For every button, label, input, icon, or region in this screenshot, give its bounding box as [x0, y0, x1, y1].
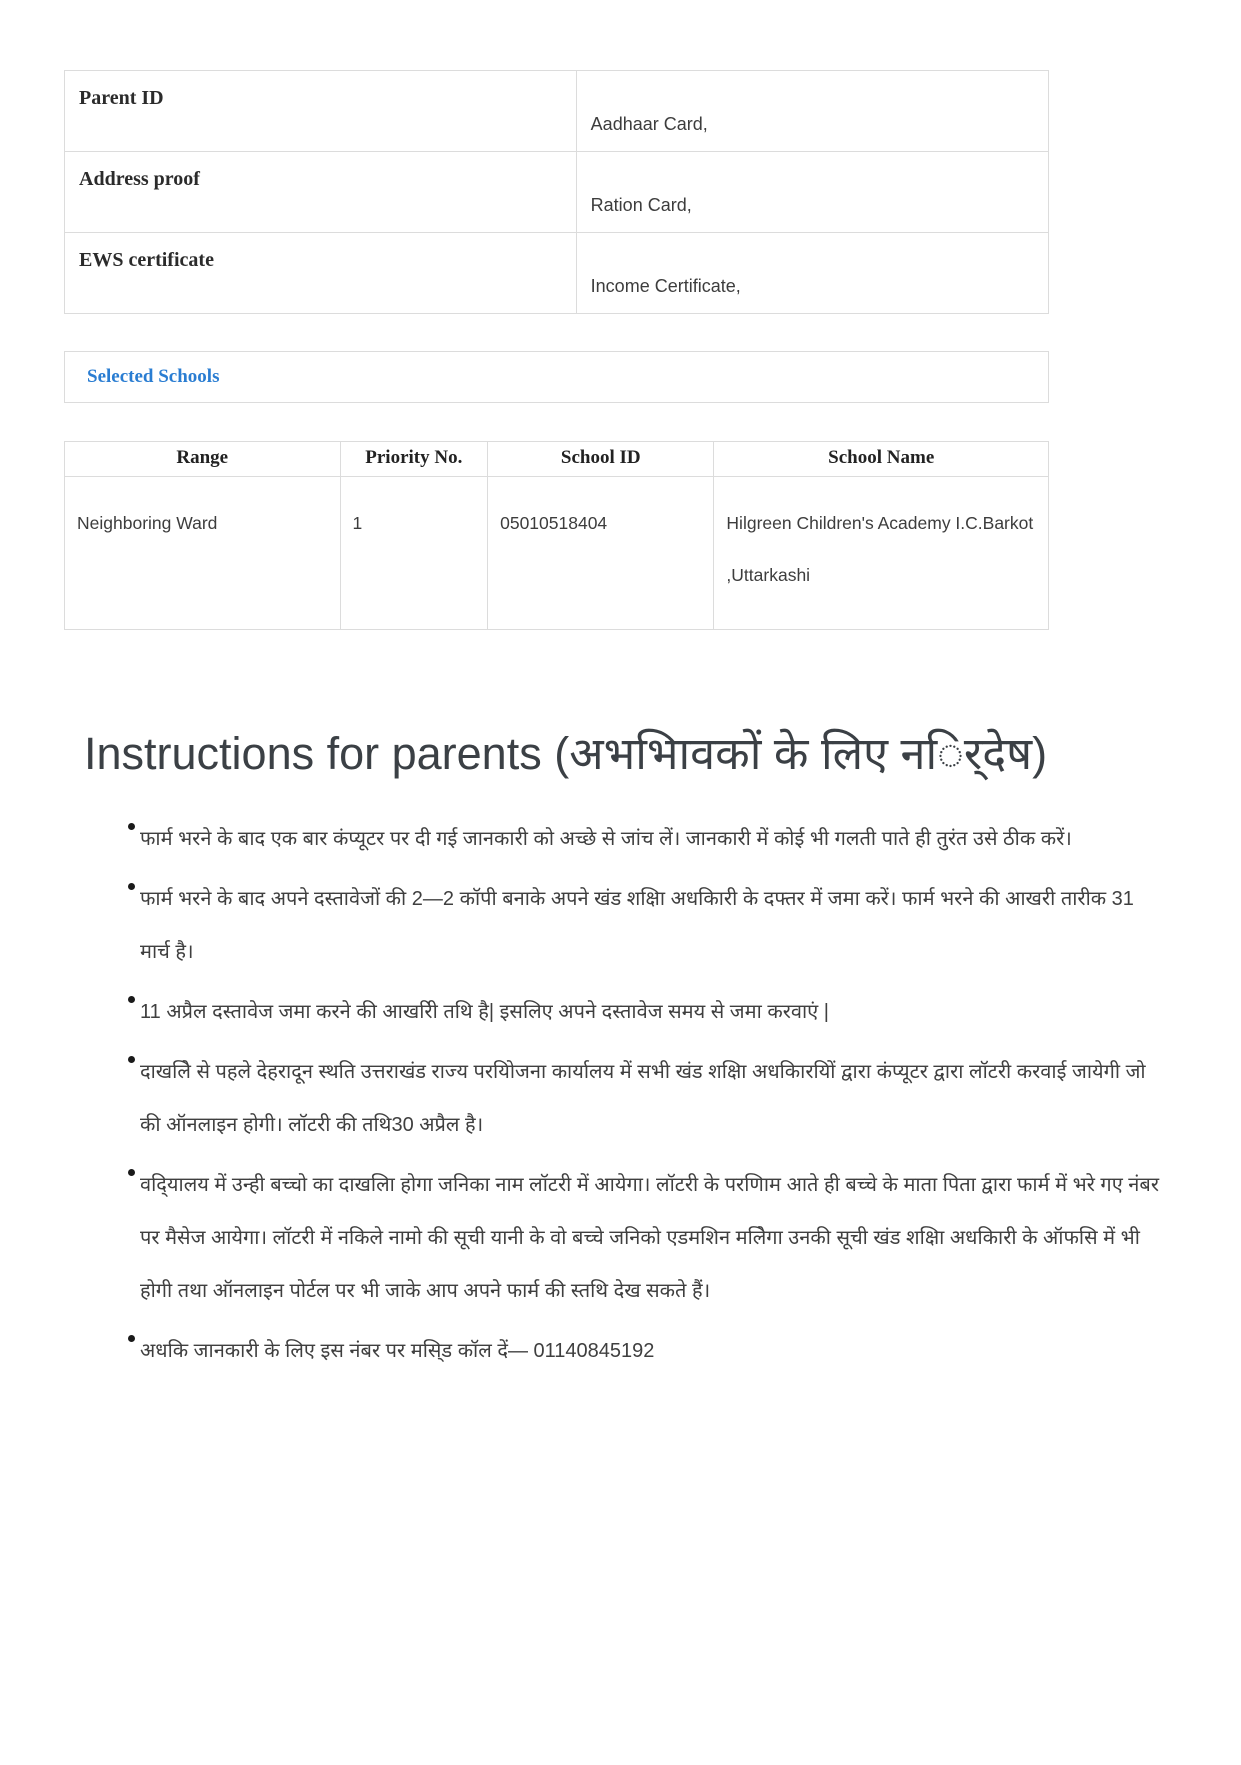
bottom-whitespace	[64, 1385, 1049, 1765]
header-school-name: School Name	[714, 442, 1049, 477]
schools-table	[64, 441, 1049, 630]
doc-value-ews-certificate: Income Certificate,	[576, 233, 1048, 314]
instruction-item: दाखलिे से पहले देहरादून स्थति उत्तराखंड राज्य परयिोजना कार्यालय में सभी खंड शक्षिा अधकिारयिों द्वारा कंप्यूटर द्वारा लॉटरी करवाई जायेगी जो की ऑनलाइन होगी। लॉटरी की तथि30 अप्रैल है।	[140, 1046, 1166, 1152]
schools-table-header-row	[65, 442, 1049, 477]
doc-value-address-proof: Ration Card,	[576, 152, 1048, 233]
header-range: Range	[65, 442, 341, 477]
instruction-item: फार्म भरने के बाद एक बार कंप्यूटर पर दी गई जानकारी को अच्छे से जांच लें। जानकारी में कोई भी गलती पाते ही तुरंत उसे ठीक करें।	[140, 813, 1166, 866]
cell-range: Neighboring Ward	[65, 477, 341, 630]
instruction-item: फार्म भरने के बाद अपने दस्तावेजों की 2—2 कॉपी बनाके अपने खंड शक्षिा अधकिारी के दफ्तर में जमा करें। फार्म भरने की आखरी तारीक 31 मार्च है।	[140, 873, 1166, 979]
instruction-item: वदि्यालय में उन्ही बच्चो का दाखलिा होगा जनिका नाम लॉटरी में आयेगा। लॉटरी के परणिाम आते ही बच्चे के माता पिता द्वारा फार्म में भरे गए नंबर पर मैसेज आयेगा। लॉटरी में नकिले नामो की सूची यानी के वो बच्चे जनिको एडमशिन मलिेगा उनकी सूची खंड शक्षिा अधकिारी के ऑफसि में भी होगी तथा ऑनलाइन पोर्टल पर भी जाके आप अपने फार्म की स्तथि देख सकते हैं।	[140, 1159, 1166, 1318]
cell-school-id: 05010518404	[488, 477, 714, 630]
instruction-item: अधकि जानकारी के लिए इस नंबर पर मसि्ड कॉल दें— 01140845192	[140, 1325, 1166, 1378]
doc-label-parent-id: Parent ID	[65, 71, 577, 152]
doc-label-address-proof: Address proof	[65, 152, 577, 233]
selected-schools-title: Selected Schools	[87, 366, 220, 387]
instructions-heading: Instructions for parents (अभभिावकों के लिए नर्िदेष)	[84, 728, 1048, 779]
table-row	[65, 233, 1049, 314]
cell-priority-no: 1	[340, 477, 488, 630]
instruction-item: 11 अप्रैल दस्तावेज जमा करने की आखरिी तथि है| इसलिए अपने दस्तावेज समय से जमा करवाएं |	[140, 986, 1166, 1039]
table-row	[65, 71, 1049, 152]
header-priority-no: Priority No.	[340, 442, 488, 477]
instructions-list	[64, 813, 1166, 1378]
table-row	[65, 152, 1049, 233]
doc-value-parent-id: Aadhaar Card,	[576, 71, 1048, 152]
cell-school-name: Hilgreen Children's Academy I.C.Barkot ,Uttarkashi	[714, 477, 1049, 630]
documents-table	[64, 70, 1049, 314]
selected-schools-panel	[64, 351, 1049, 403]
table-row	[65, 477, 1049, 630]
header-school-id: School ID	[488, 442, 714, 477]
page-container	[64, 0, 1160, 1765]
doc-label-ews-certificate: EWS certificate	[65, 233, 577, 314]
